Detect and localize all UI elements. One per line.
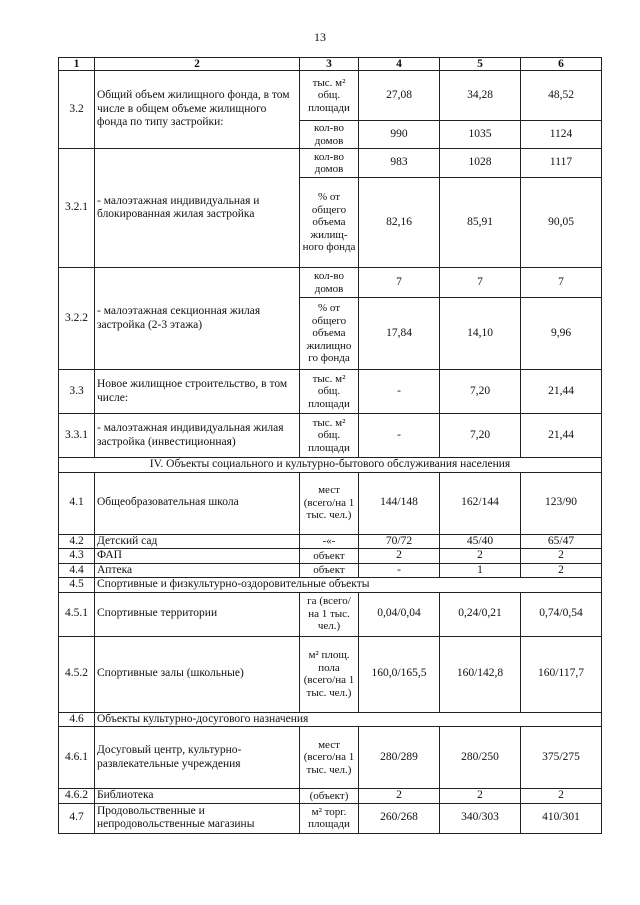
row-value-4: 2 (359, 549, 440, 564)
row-unit: м² торг. площади (300, 803, 359, 833)
row-value-6: 9,96 (521, 298, 602, 370)
row-number: 4.6.1 (59, 727, 95, 789)
row-value-4: 7 (359, 268, 440, 298)
row-unit: тыс. м² общ. площади (300, 414, 359, 458)
subsection-title: Спортивные и физкультурно-оздоровительные объекты (95, 578, 602, 593)
col-header-1: 1 (59, 58, 95, 71)
row-number: 4.7 (59, 803, 95, 833)
row-unit: тыс. м² общ. площади (300, 71, 359, 121)
row-value-6: 2 (521, 563, 602, 578)
row-value-5: 85,91 (440, 178, 521, 268)
row-name: Новое жилищное строительство, в том числе: (95, 370, 300, 414)
row-value-6: 1124 (521, 121, 602, 149)
row-value-4: 260/268 (359, 803, 440, 833)
col-header-2: 2 (95, 58, 300, 71)
col-header-6: 6 (521, 58, 602, 71)
subsection-title: Объекты культурно-досугового назначения (95, 712, 602, 727)
header-row (59, 58, 602, 71)
row-name: Спортивные залы (школьные) (95, 636, 300, 712)
table-row (59, 789, 602, 804)
row-number: 4.4 (59, 563, 95, 578)
row-unit: кол-во домов (300, 121, 359, 149)
table-row (59, 268, 602, 298)
row-unit: тыс. м² общ. площади (300, 370, 359, 414)
row-value-6: 410/301 (521, 803, 602, 833)
row-name: Досуговый центр, культурно-развлекательные учреждения (95, 727, 300, 789)
row-value-6: 21,44 (521, 370, 602, 414)
row-name: Библиотека (95, 789, 300, 804)
row-value-5: 34,28 (440, 71, 521, 121)
row-value-4: 983 (359, 149, 440, 178)
section-row (59, 458, 602, 473)
row-unit: (объект) (300, 789, 359, 804)
row-value-5: 2 (440, 789, 521, 804)
row-value-5: 7,20 (440, 370, 521, 414)
subsection-row (59, 712, 602, 727)
subsection-row (59, 578, 602, 593)
row-number: 4.2 (59, 534, 95, 549)
col-header-4: 4 (359, 58, 440, 71)
row-number: 4.1 (59, 472, 95, 534)
row-unit: м² площ. пола (всего/на 1 тыс. чел.) (300, 636, 359, 712)
col-header-3: 3 (300, 58, 359, 71)
row-value-5: 7,20 (440, 414, 521, 458)
row-name: Общий объем жилищного фонда, в том числе в общем объеме жилищного фонда по типу застройки: (95, 71, 300, 149)
table-row (59, 636, 602, 712)
row-unit: объект (300, 549, 359, 564)
row-number: 4.5.2 (59, 636, 95, 712)
row-unit: кол-во домов (300, 268, 359, 298)
row-name: - малоэтажная индивидуальная жилая застройка (инвестиционная) (95, 414, 300, 458)
row-name: Аптека (95, 563, 300, 578)
row-name: Общеобразовательная школа (95, 472, 300, 534)
row-value-4: - (359, 563, 440, 578)
row-unit: объект (300, 563, 359, 578)
row-value-6: 375/275 (521, 727, 602, 789)
row-value-6: 90,05 (521, 178, 602, 268)
row-value-6: 7 (521, 268, 602, 298)
table-row (59, 370, 602, 414)
row-value-6: 21,44 (521, 414, 602, 458)
row-value-4: 990 (359, 121, 440, 149)
table-row (59, 149, 602, 178)
row-value-5: 14,10 (440, 298, 521, 370)
row-value-5: 162/144 (440, 472, 521, 534)
row-number: 4.5.1 (59, 592, 95, 636)
row-value-4: 144/148 (359, 472, 440, 534)
row-value-5: 1035 (440, 121, 521, 149)
row-unit: га (всего/ на 1 тыс. чел.) (300, 592, 359, 636)
row-number: 4.5 (59, 578, 95, 593)
row-value-5: 45/40 (440, 534, 521, 549)
col-header-5: 5 (440, 58, 521, 71)
row-value-4: 280/289 (359, 727, 440, 789)
row-value-4: 27,08 (359, 71, 440, 121)
table-row (59, 803, 602, 833)
row-value-4: 160,0/165,5 (359, 636, 440, 712)
row-value-4: 82,16 (359, 178, 440, 268)
row-value-4: - (359, 414, 440, 458)
table-row (59, 472, 602, 534)
row-value-4: 17,84 (359, 298, 440, 370)
row-value-6: 2 (521, 549, 602, 564)
row-value-5: 2 (440, 549, 521, 564)
row-value-6: 123/90 (521, 472, 602, 534)
page-number: 13 (314, 30, 326, 44)
row-value-4: 2 (359, 789, 440, 804)
row-value-4: 70/72 (359, 534, 440, 549)
row-value-5: 7 (440, 268, 521, 298)
row-name: Продовольственные и непродовольственные магазины (95, 803, 300, 833)
row-unit: % от общего объема жилищно го фонда (300, 298, 359, 370)
row-number: 3.3 (59, 370, 95, 414)
row-number: 4.6.2 (59, 789, 95, 804)
data-table (58, 57, 602, 834)
row-value-6: 65/47 (521, 534, 602, 549)
row-value-5: 280/250 (440, 727, 521, 789)
row-value-5: 1028 (440, 149, 521, 178)
row-number: 4.6 (59, 712, 95, 727)
row-name: - малоэтажная индивидуальная и блокированная жилая застройка (95, 149, 300, 268)
row-unit: % от общего объема жилищ-ного фонда (300, 178, 359, 268)
row-name: ФАП (95, 549, 300, 564)
row-value-6: 1117 (521, 149, 602, 178)
row-number: 3.2.1 (59, 149, 95, 268)
row-unit: мест (всего/на 1 тыс. чел.) (300, 472, 359, 534)
row-value-4: 0,04/0,04 (359, 592, 440, 636)
row-unit: кол-во домов (300, 149, 359, 178)
table-row (59, 549, 602, 564)
table-row (59, 71, 602, 121)
row-value-6: 48,52 (521, 71, 602, 121)
table-row (59, 727, 602, 789)
row-value-6: 2 (521, 789, 602, 804)
table-row (59, 592, 602, 636)
row-value-5: 340/303 (440, 803, 521, 833)
table-row (59, 414, 602, 458)
row-value-6: 160/117,7 (521, 636, 602, 712)
row-value-5: 0,24/0,21 (440, 592, 521, 636)
row-name: Детский сад (95, 534, 300, 549)
row-number: 3.2.2 (59, 268, 95, 370)
table-row (59, 563, 602, 578)
row-unit: мест (всего/на 1 тыс. чел.) (300, 727, 359, 789)
row-value-6: 0,74/0,54 (521, 592, 602, 636)
row-value-5: 160/142,8 (440, 636, 521, 712)
table-row (59, 534, 602, 549)
row-name: Спортивные территории (95, 592, 300, 636)
row-unit: -«- (300, 534, 359, 549)
row-value-4: - (359, 370, 440, 414)
row-number: 3.3.1 (59, 414, 95, 458)
row-value-5: 1 (440, 563, 521, 578)
row-number: 4.3 (59, 549, 95, 564)
row-number: 3.2 (59, 71, 95, 149)
section-title: IV. Объекты социального и культурно-бытового обслуживания населения (59, 458, 602, 473)
row-name: - малоэтажная секционная жилая застройка (2-3 этажа) (95, 268, 300, 370)
